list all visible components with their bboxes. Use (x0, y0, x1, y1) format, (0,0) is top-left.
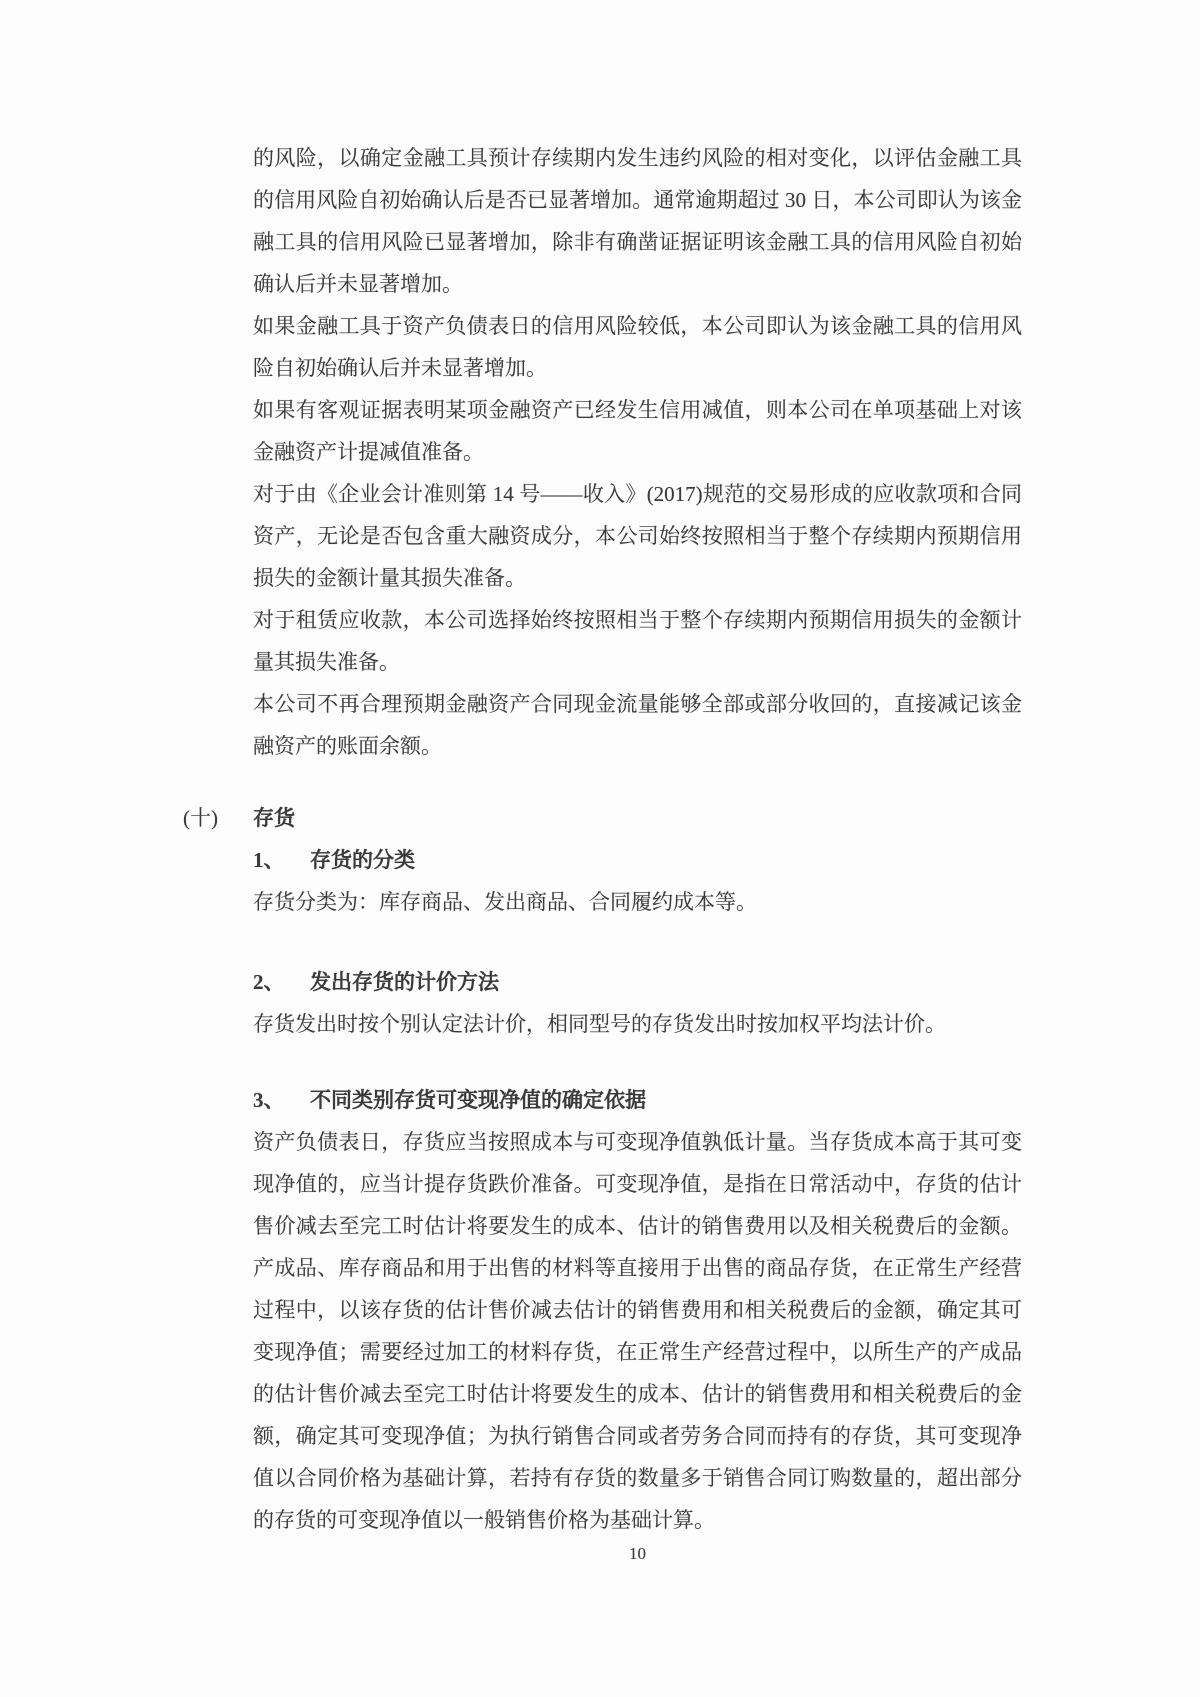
page-number: 10 (629, 1544, 646, 1563)
subsection-title: 发出存货的计价方法 (310, 970, 499, 994)
paragraph: 对于由《企业会计准则第 14 号——收入》(2017)规范的交易形成的应收款项和合同资产，无论是否包含重大融资成分，本公司始终按照相当于整个存续期内预期信用损失的金额计量其损失准备。 (253, 482, 1022, 590)
subsection-number: 2、 (253, 970, 285, 994)
section-title: 存货 (253, 806, 295, 830)
subsection-body-2 (253, 1003, 1022, 1045)
subsection-heading-1 (253, 839, 1022, 881)
section-heading-inventory (183, 797, 1022, 839)
section-marker: (十) (183, 806, 218, 830)
subsection-body-3 (253, 1121, 1022, 1541)
paragraph: 本公司不再合理预期金融资产合同现金流量能够全部或部分收回的，直接减记该金融资产的账面余额。 (253, 692, 1022, 758)
body-text-block (253, 137, 1022, 767)
subsection-title: 存货的分类 (310, 848, 415, 872)
subsection-number: 3、 (253, 1088, 285, 1112)
subsection-title: 不同类别存货可变现净值的确定依据 (310, 1088, 646, 1112)
subsection-number: 1、 (253, 848, 285, 872)
paragraph: 如果有客观证据表明某项金融资产已经发生信用减值，则本公司在单项基础上对该金融资产计提减值准备。 (253, 398, 1022, 464)
paragraph: 存货分类为：库存商品、发出商品、合同履约成本等。 (253, 890, 757, 914)
paragraph: 资产负债表日，存货应当按照成本与可变现净值孰低计量。当存货成本高于其可变现净值的，应当计提存货跌价准备。可变现净值，是指在日常活动中，存货的估计售价减去至完工时估计将要发生的成本、估计的销售费用以及相关税费后的金额。产成品、库存商品和用于出售的材料等直接用于出售的商品存货，在正常生产经营过程中，以该存货的估计售价减去估计的销售费用和相关税费后的金额，确定其可变现净值；需要经过加工的材料存货，在正常生产经营过程中，以所生产的产成品的估计售价减去至完工时估计将要发生的成本、估计的销售费用和相关税费后的金额，确定其可变现净值；为执行销售合同或者劳务合同而持有的存货，其可变现净值以合同价格为基础计算，若持有存货的数量多于销售合同订购数量的，超出部分的存货的可变现净值以一般销售价格为基础计算。 (253, 1130, 1022, 1532)
paragraph: 的风险，以确定金融工具预计存续期内发生违约风险的相对变化，以评估金融工具的信用风险自初始确认后是否已显著增加。通常逾期超过 30 日，本公司即认为该金融工具的信用风险已显著增加，除非有确凿证据证明该金融工具的信用风险自初始确认后并未显著增加。 (253, 146, 1022, 296)
paragraph: 存货发出时按个别认定法计价，相同型号的存货发出时按加权平均法计价。 (253, 1012, 946, 1036)
subsection-heading-3 (253, 1079, 1022, 1121)
paragraph: 对于租赁应收款，本公司选择始终按照相当于整个存续期内预期信用损失的金额计量其损失准备。 (253, 608, 1022, 674)
subsection-heading-2 (253, 961, 1022, 1003)
paragraph: 如果金融工具于资产负债表日的信用风险较低，本公司即认为该金融工具的信用风险自初始确认后并未显著增加。 (253, 314, 1022, 380)
subsection-body-1 (253, 881, 1022, 923)
